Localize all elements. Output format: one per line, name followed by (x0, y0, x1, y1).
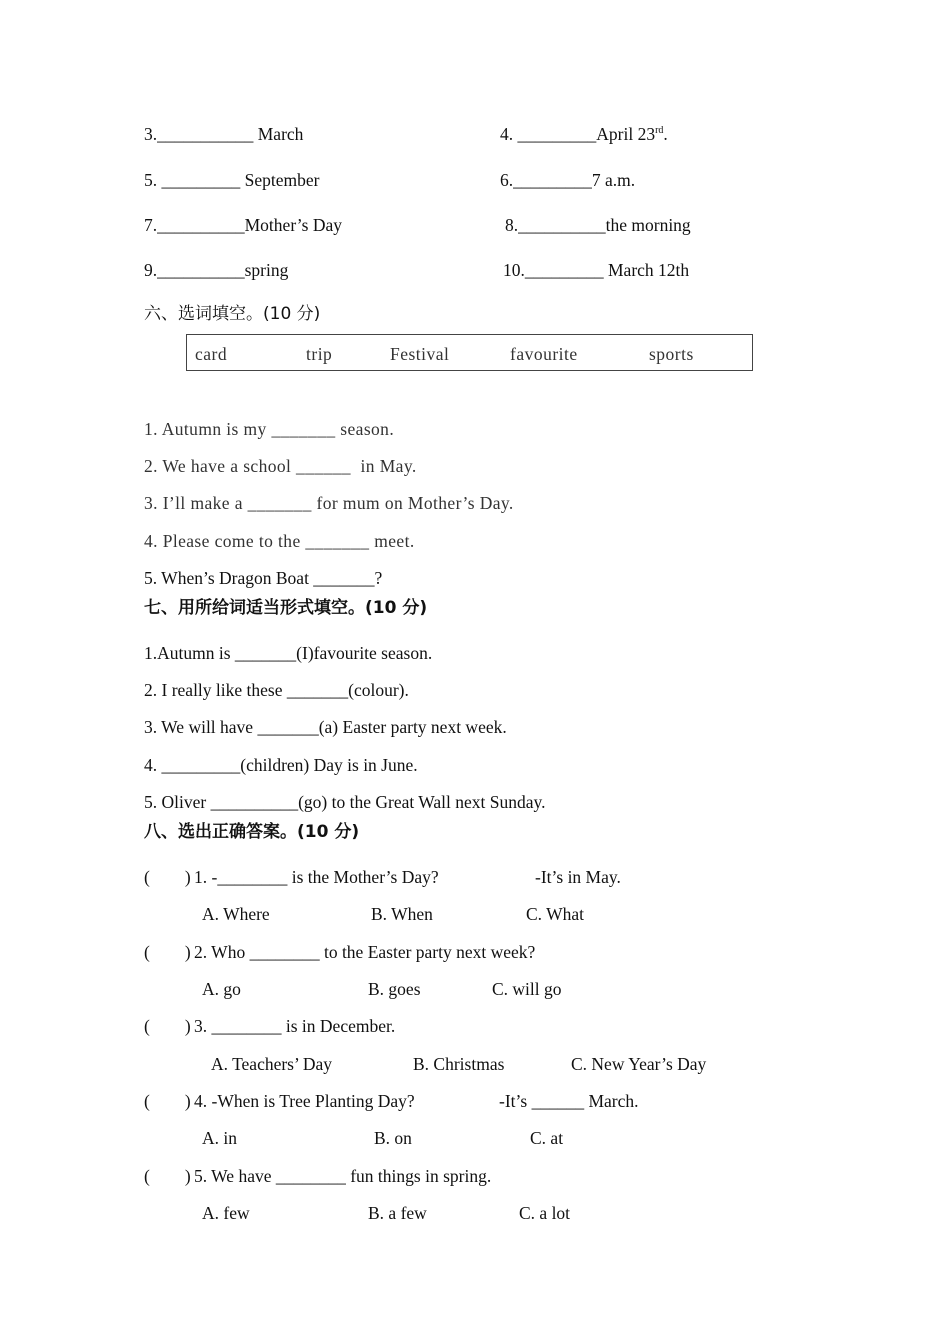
option-b: B. on (374, 1128, 412, 1148)
answer-paren: ( ) (144, 1016, 191, 1036)
s8-stem: 4. -When is Tree Planting Day? (194, 1091, 415, 1111)
s6-question: 1. Autumn is my _______ season. (144, 419, 395, 439)
s6-question: 5. When’s Dragon Boat _______? (144, 568, 383, 588)
answer-paren: ( ) (144, 1166, 191, 1186)
s6-question: 3. I’ll make a _______ for mum on Mother’s Day. (144, 493, 514, 513)
p5-item-4: 4. _________April 23rd. (500, 124, 668, 144)
word-bank-word: sports (649, 344, 694, 364)
option-c: C. will go (492, 979, 562, 999)
answer-paren: ( ) (144, 867, 191, 887)
word-bank-word: trip (306, 344, 333, 364)
option-b: B. a few (368, 1203, 427, 1223)
option-c: C. a lot (519, 1203, 571, 1223)
s8-stem: 5. We have ________ fun things in spring. (194, 1166, 492, 1186)
p5-item-10: 10._________ March 12th (503, 260, 690, 280)
p5-item-8: 8.__________the morning (505, 215, 691, 235)
p5-item-6: 6._________7 a.m. (500, 170, 636, 190)
s8-reply: -It’s ______ March. (499, 1091, 639, 1111)
option-c: C. New Year’s Day (571, 1054, 707, 1074)
s6-question: 4. Please come to the _______ meet. (144, 531, 415, 551)
option-a: A. go (202, 979, 241, 999)
s7-question: 2. I really like these _______(colour). (144, 680, 409, 700)
answer-paren: ( ) (144, 942, 191, 962)
section7-heading: 七、用所给词适当形式填空。(10 分) (144, 598, 428, 618)
word-bank-word: Festival (390, 344, 450, 364)
s8-stem: 3. ________ is in December. (194, 1016, 396, 1036)
s8-reply: -It’s in May. (535, 867, 621, 887)
p5-item-3: 3.___________ March (144, 124, 304, 144)
word-bank (186, 334, 753, 371)
s7-question: 1.Autumn is _______(I)favourite season. (144, 643, 433, 663)
option-b: B. Christmas (413, 1054, 505, 1074)
option-b: B. goes (368, 979, 421, 999)
s8-stem: 2. Who ________ to the Easter party next week? (194, 942, 536, 962)
s7-question: 3. We will have _______(a) Easter party next week. (144, 717, 507, 737)
section6-heading: 六、选词填空。(10 分) (144, 304, 321, 324)
s7-question: 5. Oliver __________(go) to the Great Wall next Sunday. (144, 792, 546, 812)
s6-question: 2. We have a school ______ in May. (144, 456, 417, 476)
option-c: C. at (530, 1128, 564, 1148)
s7-question: 4. _________(children) Day is in June. (144, 755, 418, 775)
section8-heading: 八、选出正确答案。(10 分) (144, 822, 360, 842)
option-b: B. When (371, 904, 433, 924)
word-bank-word: card (195, 344, 228, 364)
p5-item-9: 9.__________spring (144, 260, 289, 280)
p5-item-7: 7.__________Mother’s Day (144, 215, 342, 235)
option-a: A. in (202, 1128, 237, 1148)
p5-item-5: 5. _________ September (144, 170, 320, 190)
option-a: A. few (202, 1203, 250, 1223)
option-a: A. Teachers’ Day (211, 1054, 333, 1074)
s8-stem: 1. -________ is the Mother’s Day? (194, 867, 439, 887)
option-c: C. What (526, 904, 585, 924)
option-a: A. Where (202, 904, 270, 924)
answer-paren: ( ) (144, 1091, 191, 1111)
word-bank-word: favourite (510, 344, 578, 364)
